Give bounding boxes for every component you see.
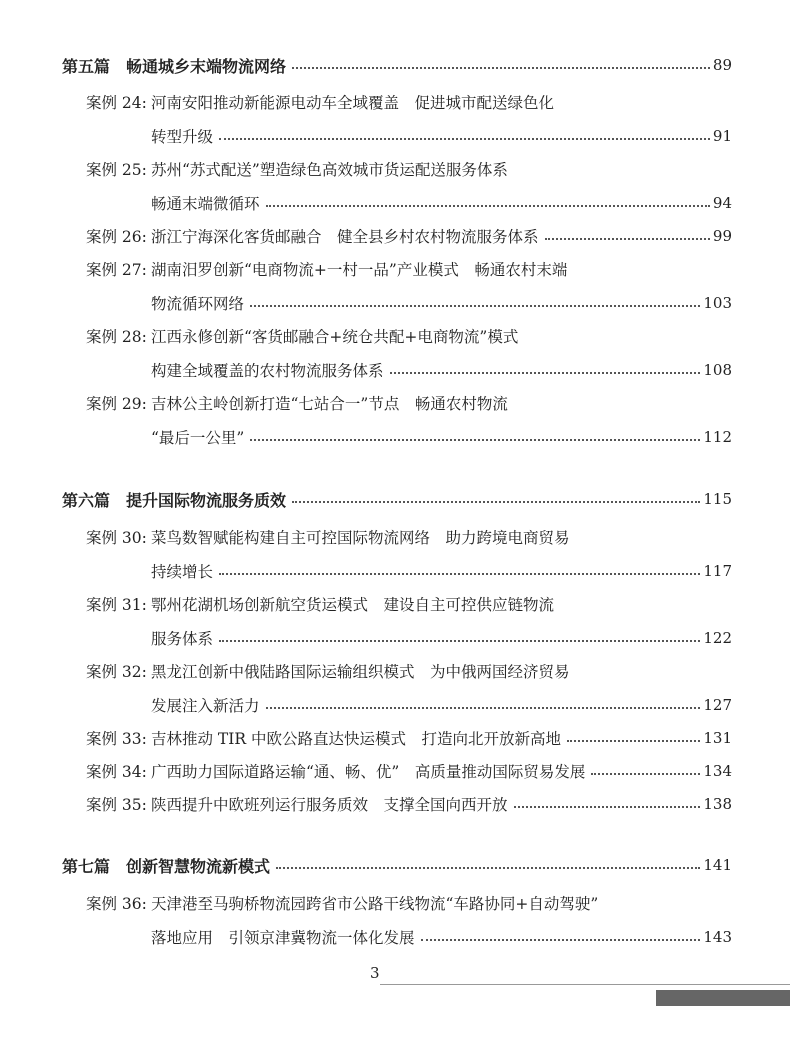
toc-case-entry[interactable] bbox=[86, 319, 732, 387]
case-line bbox=[86, 520, 732, 554]
case-number: 案例 25: bbox=[86, 161, 147, 179]
case-line bbox=[86, 286, 732, 320]
case-title: 黑龙江创新中俄陆路国际运输组织模式 为中俄两国经济贸易 bbox=[151, 663, 570, 681]
case-line bbox=[86, 886, 732, 920]
case-line bbox=[86, 621, 732, 655]
dot-leader bbox=[514, 806, 701, 808]
page-ref: 127 bbox=[703, 696, 732, 714]
case-number: 案例 36: bbox=[86, 895, 147, 913]
toc-case-entry[interactable] bbox=[86, 386, 732, 454]
footer-bar bbox=[656, 990, 790, 1006]
dot-leader bbox=[421, 939, 701, 941]
toc-section-heading[interactable] bbox=[62, 53, 732, 77]
case-title-cont: 转型升级 bbox=[151, 128, 214, 146]
dot-leader bbox=[292, 67, 710, 69]
page-ref: 115 bbox=[703, 490, 732, 508]
case-line bbox=[86, 85, 732, 119]
toc-case-entry[interactable] bbox=[86, 152, 732, 220]
toc-case-entry[interactable] bbox=[86, 85, 732, 153]
toc-case-entry[interactable] bbox=[86, 654, 732, 722]
section-title: 第六篇 提升国际物流服务质效 bbox=[62, 490, 287, 510]
case-number: 案例 33: bbox=[86, 730, 147, 748]
case-number: 案例 28: bbox=[86, 328, 147, 346]
case-line bbox=[86, 587, 732, 621]
page-ref: 103 bbox=[703, 294, 732, 312]
case-title: 菜鸟数智赋能构建自主可控国际物流网络 助力跨境电商贸易 bbox=[151, 529, 570, 547]
case-number: 案例 34: bbox=[86, 763, 147, 781]
case-line bbox=[86, 353, 732, 387]
case-title-cont: 落地应用 引领京津冀物流一体化发展 bbox=[151, 929, 415, 947]
case-title-cont: 发展注入新活力 bbox=[151, 697, 260, 715]
dot-leader bbox=[250, 439, 700, 441]
case-line bbox=[86, 319, 732, 353]
dot-leader bbox=[545, 238, 710, 240]
case-number: 案例 31: bbox=[86, 596, 147, 614]
page-ref: 94 bbox=[712, 194, 732, 212]
case-title: 天津港至马驹桥物流园跨省市公路干线物流“车路协同+自动驾驶” bbox=[151, 895, 599, 913]
toc-case-entry[interactable] bbox=[86, 754, 732, 788]
case-title: 吉林推动 TIR 中欧公路直达快运模式 打造向北开放新高地 bbox=[151, 730, 561, 748]
toc-case-entry[interactable] bbox=[86, 886, 732, 954]
page-ref: 91 bbox=[712, 127, 732, 145]
case-line bbox=[86, 721, 732, 755]
case-line bbox=[86, 688, 732, 722]
case-line bbox=[86, 554, 732, 588]
case-title: 吉林公主岭创新打造“七站合一”节点 畅通农村物流 bbox=[151, 395, 508, 413]
case-number: 案例 27: bbox=[86, 261, 147, 279]
page-ref: 117 bbox=[703, 562, 732, 580]
case-title: 湖南汨罗创新“电商物流+一村一品”产业模式 畅通农村末端 bbox=[151, 261, 568, 279]
page-ref: 134 bbox=[703, 762, 732, 780]
dot-leader bbox=[219, 640, 700, 642]
case-title: 江西永修创新“客货邮融合+统仓共配+电商物流”模式 bbox=[151, 328, 519, 346]
dot-leader bbox=[390, 372, 701, 374]
case-title: 苏州“苏式配送”塑造绿色高效城市货运配送服务体系 bbox=[151, 161, 508, 179]
page-number: 3 bbox=[370, 964, 380, 982]
toc-case-entry[interactable] bbox=[86, 587, 732, 655]
case-title-cont: 构建全域覆盖的农村物流服务体系 bbox=[151, 362, 384, 380]
case-title-cont: 畅通末端微循环 bbox=[151, 195, 260, 213]
toc-case-entry[interactable] bbox=[86, 721, 732, 755]
case-line bbox=[86, 119, 732, 153]
case-line bbox=[86, 186, 732, 220]
dot-leader bbox=[266, 707, 701, 709]
page-ref: 89 bbox=[712, 56, 732, 74]
dot-leader bbox=[567, 740, 700, 742]
case-title-cont: “最后一公里” bbox=[151, 429, 245, 447]
case-line bbox=[86, 654, 732, 688]
page-ref: 141 bbox=[703, 856, 732, 874]
case-line bbox=[86, 152, 732, 186]
toc-section-heading[interactable] bbox=[62, 487, 732, 511]
case-title: 陕西提升中欧班列运行服务质效 支撑全国向西开放 bbox=[151, 796, 508, 814]
page-ref: 99 bbox=[712, 227, 732, 245]
dot-leader bbox=[219, 138, 710, 140]
case-line bbox=[86, 754, 732, 788]
case-title-cont: 物流循环网络 bbox=[151, 295, 245, 313]
case-title-cont: 服务体系 bbox=[151, 630, 214, 648]
page-ref: 122 bbox=[703, 629, 732, 647]
page-ref: 131 bbox=[703, 729, 732, 747]
dot-leader bbox=[266, 205, 710, 207]
page-ref: 108 bbox=[703, 361, 732, 379]
case-number: 案例 24: bbox=[86, 94, 147, 112]
case-number: 案例 35: bbox=[86, 796, 147, 814]
case-line bbox=[86, 386, 732, 420]
case-title: 广西助力国际道路运输“通、畅、优” 高质量推动国际贸易发展 bbox=[151, 763, 586, 781]
case-number: 案例 26: bbox=[86, 228, 147, 246]
page-ref: 138 bbox=[703, 795, 732, 813]
case-title: 河南安阳推动新能源电动车全域覆盖 促进城市配送绿色化 bbox=[151, 94, 555, 112]
dot-leader bbox=[276, 867, 700, 869]
case-number: 案例 30: bbox=[86, 529, 147, 547]
case-number: 案例 29: bbox=[86, 395, 147, 413]
case-line bbox=[86, 219, 732, 253]
case-title: 鄂州花湖机场创新航空货运模式 建设自主可控供应链物流 bbox=[151, 596, 555, 614]
toc-section-heading[interactable] bbox=[62, 853, 732, 877]
dot-leader bbox=[219, 573, 700, 575]
case-line bbox=[86, 920, 732, 954]
dot-leader bbox=[250, 305, 700, 307]
case-line bbox=[86, 420, 732, 454]
case-number: 案例 32: bbox=[86, 663, 147, 681]
dot-leader bbox=[591, 773, 700, 775]
case-title: 浙江宁海深化客货邮融合 健全县乡村农村物流服务体系 bbox=[151, 228, 539, 246]
toc-case-entry[interactable] bbox=[86, 520, 732, 588]
toc-case-entry[interactable] bbox=[86, 787, 732, 821]
page-ref: 143 bbox=[703, 928, 732, 946]
case-line bbox=[86, 252, 732, 286]
dot-leader bbox=[292, 501, 700, 503]
toc-case-entry[interactable] bbox=[86, 219, 732, 253]
case-line bbox=[86, 787, 732, 821]
section-title: 第五篇 畅通城乡末端物流网络 bbox=[62, 56, 287, 76]
footer-rule bbox=[380, 984, 790, 985]
page-ref: 112 bbox=[703, 428, 732, 446]
case-title-cont: 持续增长 bbox=[151, 563, 214, 581]
toc-case-entry[interactable] bbox=[86, 252, 732, 320]
section-title: 第七篇 创新智慧物流新模式 bbox=[62, 856, 271, 876]
